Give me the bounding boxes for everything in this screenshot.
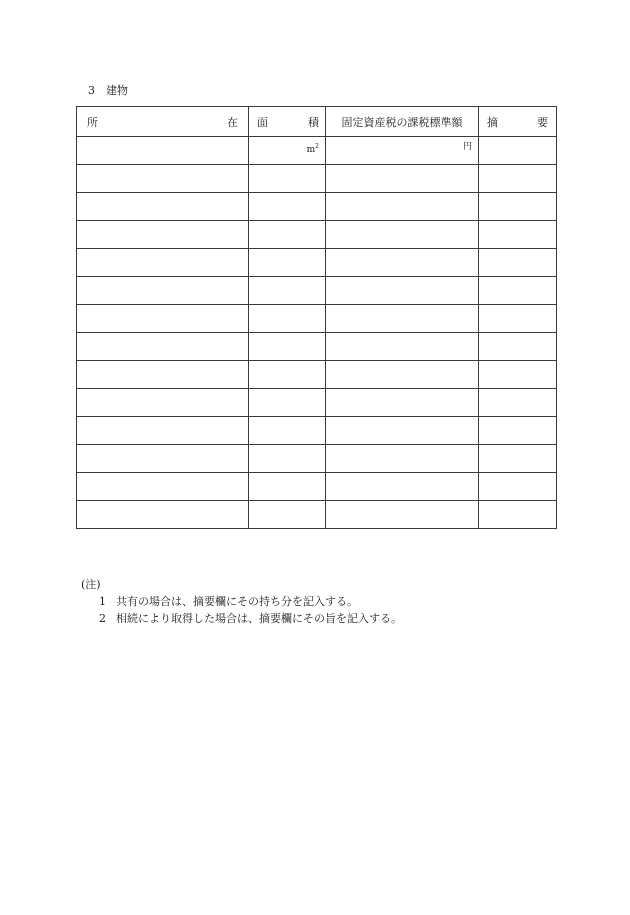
table-header-row	[77, 107, 557, 137]
cell-location[interactable]	[77, 193, 249, 221]
cell-remarks[interactable]	[479, 501, 557, 529]
cell-location[interactable]	[77, 305, 249, 333]
cell-tax-base[interactable]	[326, 333, 479, 361]
unit-square-meter: $m^2$	[306, 143, 319, 155]
cell-area[interactable]	[249, 305, 326, 333]
cell-tax-base[interactable]	[326, 417, 479, 445]
table-row	[77, 473, 557, 501]
cell-tax-base[interactable]	[326, 137, 479, 165]
cell-area[interactable]	[249, 417, 326, 445]
cell-location[interactable]	[77, 249, 249, 277]
table-row	[77, 389, 557, 417]
table-row	[77, 137, 557, 165]
table-row	[77, 221, 557, 249]
cell-area[interactable]	[249, 165, 326, 193]
cell-area[interactable]	[249, 193, 326, 221]
header-location: 所 在	[77, 107, 249, 137]
cell-tax-base[interactable]	[326, 361, 479, 389]
unit-yen: 円	[462, 142, 472, 152]
cell-remarks[interactable]	[479, 305, 557, 333]
cell-tax-base[interactable]	[326, 165, 479, 193]
cell-location[interactable]	[77, 277, 249, 305]
cell-remarks[interactable]	[479, 333, 557, 361]
cell-area[interactable]	[249, 333, 326, 361]
cell-remarks[interactable]	[479, 445, 557, 473]
table-row	[77, 361, 557, 389]
cell-remarks[interactable]	[479, 221, 557, 249]
cell-area[interactable]	[249, 361, 326, 389]
cell-tax-base[interactable]	[326, 445, 479, 473]
cell-tax-base[interactable]	[326, 389, 479, 417]
cell-location[interactable]	[77, 389, 249, 417]
cell-location[interactable]	[77, 137, 249, 165]
table-body	[77, 137, 557, 529]
cell-tax-base[interactable]	[326, 193, 479, 221]
header-area: 面 積	[249, 107, 326, 137]
cell-area[interactable]	[249, 473, 326, 501]
note-item: 1 共有の場合は、摘要欄にその持ち分を記入する。	[99, 595, 358, 608]
header-tax-base: 固定資産税の課税標準額	[326, 107, 479, 137]
table-row	[77, 277, 557, 305]
cell-location[interactable]	[77, 221, 249, 249]
cell-remarks[interactable]	[479, 193, 557, 221]
table-row	[77, 417, 557, 445]
cell-remarks[interactable]	[479, 137, 557, 165]
cell-location[interactable]	[77, 417, 249, 445]
table-row	[77, 249, 557, 277]
cell-area[interactable]	[249, 389, 326, 417]
note-item: 2 相続により取得した場合は、摘要欄にその旨を記入する。	[99, 612, 402, 625]
cell-remarks[interactable]	[479, 361, 557, 389]
cell-location[interactable]	[77, 501, 249, 529]
cell-tax-base[interactable]	[326, 501, 479, 529]
cell-tax-base[interactable]	[326, 277, 479, 305]
cell-location[interactable]	[77, 361, 249, 389]
cell-remarks[interactable]	[479, 249, 557, 277]
table-row	[77, 501, 557, 529]
table-row	[77, 333, 557, 361]
cell-remarks[interactable]	[479, 389, 557, 417]
section-title	[88, 83, 128, 99]
cell-remarks[interactable]	[479, 417, 557, 445]
cell-tax-base[interactable]	[326, 305, 479, 333]
table-row	[77, 445, 557, 473]
cell-area[interactable]	[249, 221, 326, 249]
table-row	[77, 193, 557, 221]
notes-section	[81, 576, 402, 627]
cell-area[interactable]	[249, 137, 326, 165]
section-number: 3	[88, 84, 95, 97]
cell-area[interactable]	[249, 445, 326, 473]
cell-tax-base[interactable]	[326, 221, 479, 249]
cell-tax-base[interactable]	[326, 473, 479, 501]
notes-heading: (注)	[81, 578, 101, 591]
cell-area[interactable]	[249, 277, 326, 305]
cell-location[interactable]	[77, 473, 249, 501]
cell-location[interactable]	[77, 333, 249, 361]
section-heading: 建物	[106, 84, 128, 97]
cell-area[interactable]	[249, 249, 326, 277]
cell-tax-base[interactable]	[326, 249, 479, 277]
building-table	[76, 106, 557, 529]
cell-remarks[interactable]	[479, 473, 557, 501]
cell-location[interactable]	[77, 445, 249, 473]
cell-area[interactable]	[249, 501, 326, 529]
cell-remarks[interactable]	[479, 277, 557, 305]
header-remarks: 摘 要	[479, 107, 557, 137]
table-row	[77, 305, 557, 333]
cell-location[interactable]	[77, 165, 249, 193]
cell-remarks[interactable]	[479, 165, 557, 193]
table-row	[77, 165, 557, 193]
